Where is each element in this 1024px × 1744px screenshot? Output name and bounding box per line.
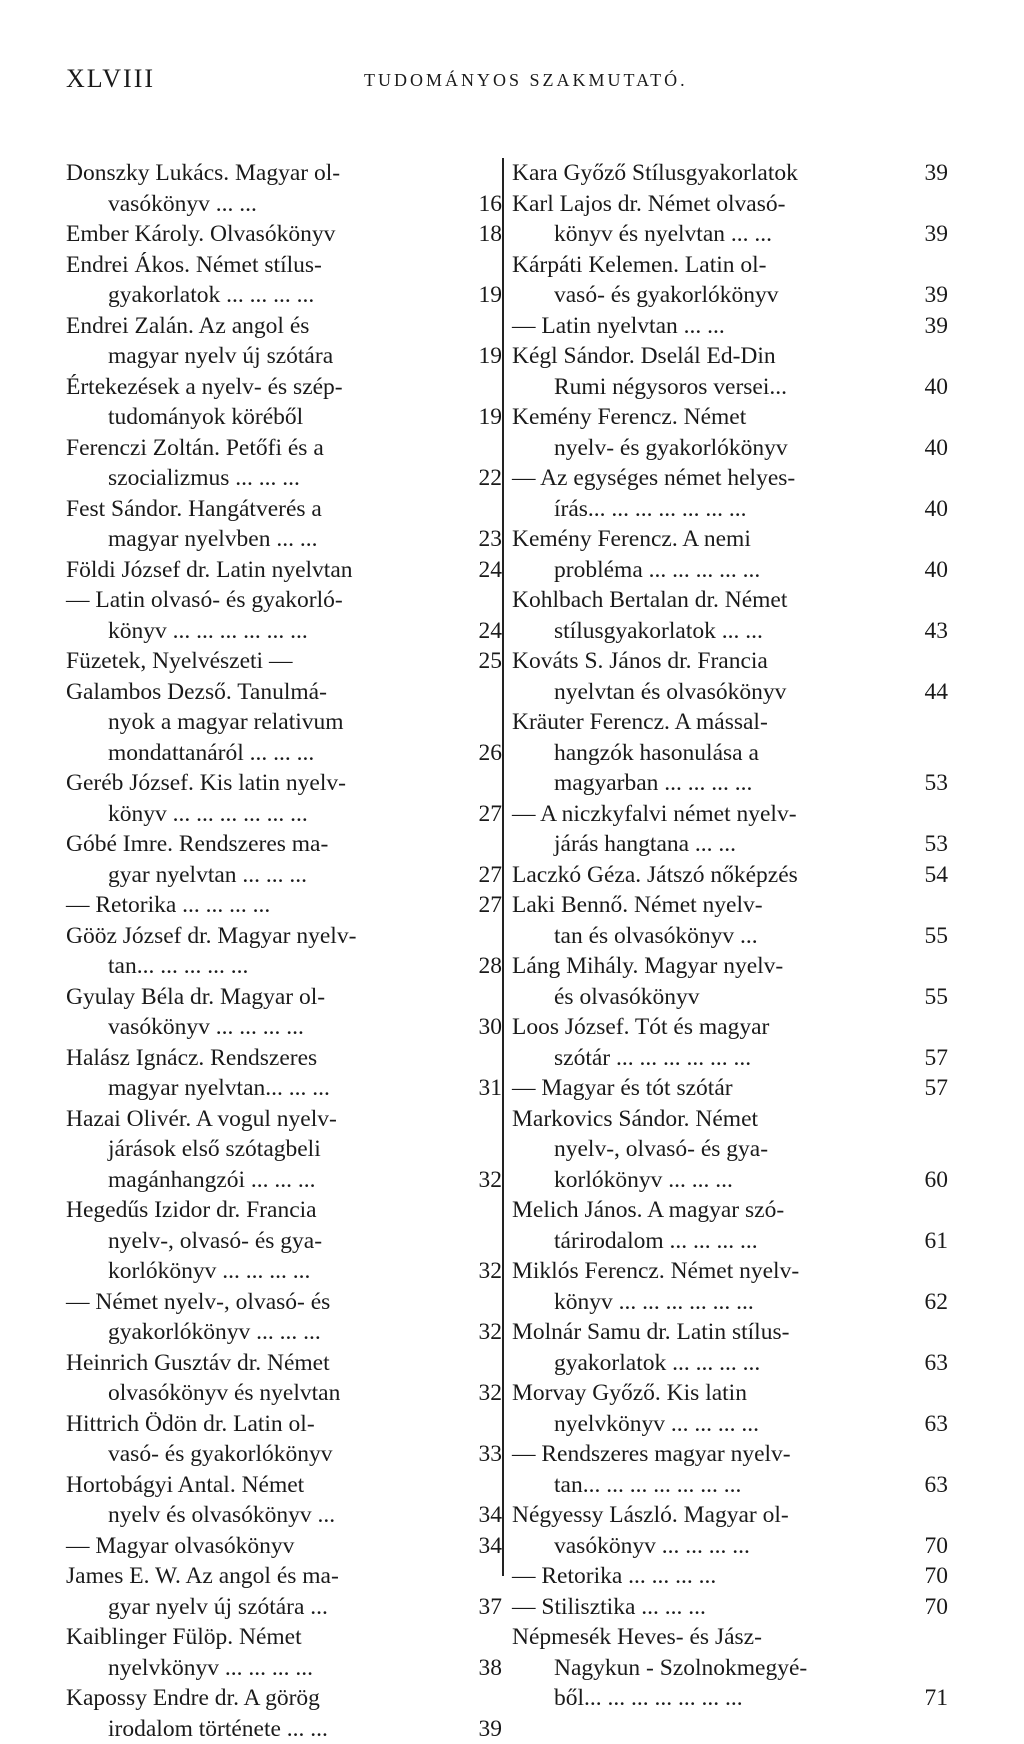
index-column-right	[512, 158, 948, 1714]
index-line	[66, 1653, 498, 1684]
index-line	[512, 585, 948, 616]
index-line	[66, 341, 498, 372]
index-entry-text: könyv ... ... ... ... ... ...	[512, 1287, 754, 1318]
index-page-number: 19	[479, 280, 503, 311]
index-page-number: 61	[925, 1226, 949, 1257]
index-entry-text: vasókönyv ... ... ... ...	[512, 1531, 750, 1562]
index-entry-text: Kárpáti Kelemen. Latin ol-	[512, 250, 766, 281]
index-line	[512, 768, 948, 799]
index-line	[66, 1714, 498, 1744]
index-entry-text: Gyulay Béla dr. Magyar ol-	[66, 982, 325, 1013]
index-line	[66, 646, 498, 677]
index-page-number: 26	[479, 738, 503, 769]
index-entry-text: nyelv és olvasókönyv ...	[66, 1500, 335, 1531]
index-page-number: 24	[479, 616, 503, 647]
index-line	[512, 1439, 948, 1470]
index-line	[66, 921, 498, 952]
index-line	[66, 1134, 498, 1165]
index-page-number: 55	[925, 982, 949, 1013]
index-line	[66, 280, 498, 311]
index-entry-text: nyelv- és gyakorlókönyv	[512, 433, 788, 464]
index-entry-text: Gööz József dr. Magyar nyelv-	[66, 921, 356, 952]
index-entry-text: vasó- és gyakorlókönyv	[66, 1439, 333, 1470]
index-line	[512, 1226, 948, 1257]
index-line	[66, 1439, 498, 1470]
index-entry-text: mondattanáról ... ... ...	[66, 738, 314, 769]
index-page-number: 60	[925, 1165, 949, 1196]
index-line	[512, 555, 948, 586]
index-page-number: 25	[479, 646, 503, 677]
index-entry-text: nyok a magyar relativum	[66, 707, 344, 738]
index-line	[66, 1683, 498, 1714]
index-entry-text: Nagykun - Szolnokmegyé-	[512, 1653, 807, 1684]
index-entry-text: Geréb József. Kis latin nyelv-	[66, 768, 346, 799]
index-entry-text: Rumi négysoros versei...	[512, 372, 787, 403]
index-line	[512, 1165, 948, 1196]
index-line	[512, 921, 948, 952]
index-page-number: 55	[925, 921, 949, 952]
page-header	[66, 64, 966, 104]
index-entry-text: Galambos Dezső. Tanulmá-	[66, 677, 327, 708]
index-line	[66, 1592, 498, 1623]
index-page-number: 19	[479, 341, 503, 372]
column-divider	[502, 158, 504, 1576]
index-line	[66, 677, 498, 708]
index-page-number: 28	[479, 951, 503, 982]
index-entry-text: — Stilisztika ... ... ...	[512, 1592, 706, 1623]
index-line	[66, 311, 498, 342]
index-entry-text: Miklós Ferencz. Német nyelv-	[512, 1256, 799, 1287]
index-entry-text: nyelvkönyv ... ... ... ...	[512, 1409, 759, 1440]
index-page-number: 39	[479, 1714, 503, 1744]
index-page-number: 33	[479, 1439, 503, 1470]
index-column-left	[66, 158, 498, 1744]
index-entry-text: Kapossy Endre dr. A görög	[66, 1683, 320, 1714]
index-page-number: 40	[925, 494, 949, 525]
index-page-number: 53	[925, 829, 949, 860]
index-line	[512, 1134, 948, 1165]
index-page-number: 40	[925, 372, 949, 403]
index-entry-text: Ferenczi Zoltán. Petőfi és a	[66, 433, 324, 464]
index-page-number: 39	[925, 158, 949, 189]
index-page-number: 40	[925, 433, 949, 464]
index-entry-text: Morvay Győző. Kis latin	[512, 1378, 747, 1409]
index-entry-text: — Latin olvasó- és gyakorló-	[66, 585, 343, 616]
index-entry-text: tárirodalom ... ... ... ...	[512, 1226, 758, 1257]
index-line	[66, 616, 498, 647]
index-entry-text: Karl Lajos dr. Német olvasó-	[512, 189, 785, 220]
index-entry-text: korlókönyv ... ... ... ...	[66, 1256, 310, 1287]
index-line	[512, 1073, 948, 1104]
index-entry-text: Kemény Ferencz. Német	[512, 402, 746, 433]
index-entry-text: Fest Sándor. Hangátverés a	[66, 494, 322, 525]
index-page-number: 39	[925, 311, 949, 342]
index-line	[512, 1683, 948, 1714]
index-line	[512, 829, 948, 860]
index-entry-text: Kégl Sándor. Dselál Ed-Din	[512, 341, 776, 372]
index-entry-text: Markovics Sándor. Német	[512, 1104, 758, 1135]
index-entry-text: Endrei Ákos. Német stílus-	[66, 250, 322, 281]
index-page-number: 27	[479, 890, 503, 921]
index-page-number: 44	[925, 677, 949, 708]
index-page-number: 31	[479, 1073, 503, 1104]
index-line	[512, 1256, 948, 1287]
index-entry-text: Hortobágyi Antal. Német	[66, 1470, 304, 1501]
index-entry-text: Endrei Zalán. Az angol és	[66, 311, 309, 342]
index-page-number: 27	[479, 860, 503, 891]
index-line	[66, 1561, 498, 1592]
index-line	[66, 189, 498, 220]
index-line	[512, 677, 948, 708]
index-line	[512, 402, 948, 433]
index-page-number: 34	[479, 1500, 503, 1531]
index-line	[512, 1470, 948, 1501]
index-page-number: 62	[925, 1287, 949, 1318]
index-line	[512, 494, 948, 525]
index-entry-text: Földi József dr. Latin nyelvtan	[66, 555, 353, 586]
index-line	[512, 1592, 948, 1623]
index-page-number: 32	[479, 1256, 503, 1287]
index-line	[512, 707, 948, 738]
index-entry-text: — Az egységes német helyes-	[512, 463, 795, 494]
index-line	[512, 1195, 948, 1226]
index-line	[66, 1104, 498, 1135]
index-entry-text: Kováts S. János dr. Francia	[512, 646, 768, 677]
index-line	[66, 1195, 498, 1226]
index-page-number: 70	[925, 1561, 949, 1592]
index-entry-text: — Német nyelv-, olvasó- és	[66, 1287, 330, 1318]
index-line	[66, 829, 498, 860]
index-entry-text: — Latin nyelvtan ... ...	[512, 311, 725, 342]
index-line	[512, 158, 948, 189]
index-page-number: 27	[479, 799, 503, 830]
index-line	[66, 524, 498, 555]
index-line	[66, 1500, 498, 1531]
index-entry-text: járások első szótagbeli	[66, 1134, 321, 1165]
index-line	[512, 799, 948, 830]
index-line	[512, 1622, 948, 1653]
index-line	[512, 1409, 948, 1440]
index-line	[66, 494, 498, 525]
index-line	[512, 951, 948, 982]
index-line	[66, 372, 498, 403]
index-line	[66, 402, 498, 433]
index-entry-text: korlókönyv ... ... ...	[512, 1165, 733, 1196]
index-entry-text: tan... ... ... ... ...	[66, 951, 248, 982]
index-line	[66, 768, 498, 799]
index-entry-text: Loos József. Tót és magyar	[512, 1012, 769, 1043]
index-entry-text: probléma ... ... ... ... ...	[512, 555, 760, 586]
index-entry-text: szocializmus ... ... ...	[66, 463, 300, 494]
index-entry-text: könyv ... ... ... ... ... ...	[66, 799, 308, 830]
index-entry-text: — Retorika ... ... ... ...	[512, 1561, 716, 1592]
page-number: XLVIII	[66, 64, 155, 94]
index-entry-text: gyakorlatok ... ... ... ...	[512, 1348, 760, 1379]
index-entry-text: ből... ... ... ... ... ... ...	[512, 1683, 743, 1714]
index-line	[66, 1409, 498, 1440]
index-page-number: 63	[925, 1409, 949, 1440]
index-entry-text: gyar nyelvtan ... ... ...	[66, 860, 307, 891]
index-line	[66, 1043, 498, 1074]
index-line	[66, 890, 498, 921]
index-entry-text: és olvasókönyv	[512, 982, 700, 1013]
index-entry-text: Ember Károly. Olvasókönyv	[66, 219, 335, 250]
index-line	[512, 1104, 948, 1135]
index-entry-text: nyelv-, olvasó- és gya-	[66, 1226, 322, 1257]
index-entry-text: gyar nyelv új szótára ...	[66, 1592, 328, 1623]
index-entry-text: Halász Ignácz. Rendszeres	[66, 1043, 317, 1074]
index-line	[512, 463, 948, 494]
index-line	[512, 1317, 948, 1348]
index-line	[66, 555, 498, 586]
index-line	[512, 1287, 948, 1318]
index-page-number: 63	[925, 1470, 949, 1501]
index-line	[66, 433, 498, 464]
index-line	[512, 524, 948, 555]
index-entry-text: magyar nyelv új szótára	[66, 341, 333, 372]
index-entry-text: Kara Győző Stílusgyakorlatok	[512, 158, 798, 189]
index-line	[66, 1348, 498, 1379]
index-entry-text: — Retorika ... ... ... ...	[66, 890, 270, 921]
index-line	[512, 250, 948, 281]
index-entry-text: járás hangtana ... ...	[512, 829, 736, 860]
index-entry-text: stílusgyakorlatok ... ...	[512, 616, 763, 647]
index-line	[512, 1012, 948, 1043]
index-page-number: 37	[479, 1592, 503, 1623]
index-entry-text: Hittrich Ödön dr. Latin ol-	[66, 1409, 315, 1440]
index-line	[512, 890, 948, 921]
index-entry-text: irodalom története ... ...	[66, 1714, 328, 1744]
index-entry-text: nyelvtan és olvasókönyv	[512, 677, 786, 708]
index-entry-text: tan és olvasókönyv ...	[512, 921, 758, 952]
index-page-number: 57	[925, 1043, 949, 1074]
index-entry-text: vasókönyv ... ... ... ...	[66, 1012, 304, 1043]
index-entry-text: Laczkó Géza. Játszó nőképzés	[512, 860, 798, 891]
index-entry-text: Négyessy László. Magyar ol-	[512, 1500, 789, 1531]
index-entry-text: gyakorlókönyv ... ... ...	[66, 1317, 321, 1348]
index-page-number: 57	[925, 1073, 949, 1104]
index-page-number: 16	[479, 189, 503, 220]
index-entry-text: tan... ... ... ... ... ... ...	[512, 1470, 741, 1501]
index-line	[66, 738, 498, 769]
index-page-number: 32	[479, 1165, 503, 1196]
index-entry-text: James E. W. Az angol és ma-	[66, 1561, 339, 1592]
index-page-number: 32	[479, 1378, 503, 1409]
index-entry-text: Molnár Samu dr. Latin stílus-	[512, 1317, 789, 1348]
index-line	[512, 341, 948, 372]
index-line	[512, 1653, 948, 1684]
index-entry-text: vasó- és gyakorlókönyv	[512, 280, 779, 311]
index-page-number: 39	[925, 219, 949, 250]
index-entry-text: hangzók hasonulása a	[512, 738, 759, 769]
index-line	[66, 158, 498, 189]
index-entry-text: Láng Mihály. Magyar nyelv-	[512, 951, 783, 982]
index-entry-text: Donszky Lukács. Magyar ol-	[66, 158, 340, 189]
index-entry-text: magyarban ... ... ... ...	[512, 768, 752, 799]
index-line	[512, 280, 948, 311]
index-line	[66, 219, 498, 250]
index-entry-text: vasókönyv ... ...	[66, 189, 257, 220]
index-line	[512, 738, 948, 769]
index-entry-text: — A niczkyfalvi német nyelv-	[512, 799, 797, 830]
index-entry-text: Melich János. A magyar szó-	[512, 1195, 784, 1226]
index-entry-text: nyelv-, olvasó- és gya-	[512, 1134, 768, 1165]
index-line	[512, 1561, 948, 1592]
index-line	[66, 1165, 498, 1196]
index-entry-text: Értekezések a nyelv- és szép-	[66, 372, 343, 403]
index-entry-text: Kohlbach Bertalan dr. Német	[512, 585, 787, 616]
index-entry-text: Heinrich Gusztáv dr. Német	[66, 1348, 330, 1379]
index-entry-text: könyv és nyelvtan ... ...	[512, 219, 772, 250]
index-line	[66, 1317, 498, 1348]
index-line	[66, 1073, 498, 1104]
index-line	[512, 1531, 948, 1562]
index-line	[66, 1287, 498, 1318]
index-line	[66, 1226, 498, 1257]
index-entry-text: magánhangzói ... ... ...	[66, 1165, 316, 1196]
index-line	[66, 1012, 498, 1043]
index-page-number: 63	[925, 1348, 949, 1379]
index-entry-text: Kaiblinger Fülöp. Német	[66, 1622, 302, 1653]
index-entry-text: Füzetek, Nyelvészeti —	[66, 646, 292, 677]
index-entry-text: nyelvkönyv ... ... ... ...	[66, 1653, 313, 1684]
index-page-number: 18	[479, 219, 503, 250]
index-line	[512, 982, 948, 1013]
index-line	[66, 585, 498, 616]
index-line	[66, 951, 498, 982]
index-line	[512, 616, 948, 647]
running-title: TUDOMÁNYOS SZAKMUTATÓ.	[364, 70, 688, 91]
index-line	[66, 1531, 498, 1562]
index-entry-text: olvasókönyv és nyelvtan	[66, 1378, 340, 1409]
index-entry-text: Népmesék Heves- és Jász-	[512, 1622, 762, 1653]
index-entry-text: könyv ... ... ... ... ... ...	[66, 616, 308, 647]
index-line	[66, 860, 498, 891]
index-entry-text: — Magyar olvasókönyv	[66, 1531, 294, 1562]
index-line	[66, 1470, 498, 1501]
index-page-number: 39	[925, 280, 949, 311]
index-line	[66, 982, 498, 1013]
index-page-number: 38	[479, 1653, 503, 1684]
index-entry-text: tudományok köréből	[66, 402, 303, 433]
index-line	[66, 1256, 498, 1287]
index-line	[512, 372, 948, 403]
index-entry-text: Kräuter Ferencz. A mással-	[512, 707, 768, 738]
index-entry-text: Góbé Imre. Rendszeres ma-	[66, 829, 328, 860]
index-page-number: 30	[479, 1012, 503, 1043]
index-page-number: 23	[479, 524, 503, 555]
index-line	[66, 463, 498, 494]
index-line	[512, 646, 948, 677]
index-entry-text: írás... ... ... ... ... ... ...	[512, 494, 747, 525]
index-line	[66, 250, 498, 281]
index-line	[512, 860, 948, 891]
index-page-number: 19	[479, 402, 503, 433]
index-entry-text: magyar nyelvtan... ... ...	[66, 1073, 330, 1104]
index-page-number: 43	[925, 616, 949, 647]
index-page-number: 24	[479, 555, 503, 586]
index-page-number: 53	[925, 768, 949, 799]
index-entry-text: szótár ... ... ... ... ... ...	[512, 1043, 751, 1074]
index-line	[512, 1348, 948, 1379]
index-entry-text: Hegedűs Izidor dr. Francia	[66, 1195, 317, 1226]
index-line	[512, 1378, 948, 1409]
index-line	[512, 1043, 948, 1074]
index-page-number: 22	[479, 463, 503, 494]
index-page-number: 40	[925, 555, 949, 586]
index-entry-text: — Rendszeres magyar nyelv-	[512, 1439, 791, 1470]
index-page-number: 32	[479, 1317, 503, 1348]
index-page-number: 34	[479, 1531, 503, 1562]
index-entry-text: Laki Bennő. Német nyelv-	[512, 890, 763, 921]
index-entry-text: magyar nyelvben ... ...	[66, 524, 317, 555]
index-line	[512, 311, 948, 342]
index-entry-text: — Magyar és tót szótár	[512, 1073, 733, 1104]
index-line	[66, 707, 498, 738]
index-line	[66, 1622, 498, 1653]
index-page-number: 70	[925, 1592, 949, 1623]
index-page-number: 71	[925, 1683, 949, 1714]
index-line	[512, 189, 948, 220]
index-entry-text: Kemény Ferencz. A nemi	[512, 524, 751, 555]
index-entry-text: Hazai Olivér. A vogul nyelv-	[66, 1104, 337, 1135]
index-line	[512, 433, 948, 464]
index-page-number: 54	[925, 860, 949, 891]
index-page-number: 70	[925, 1531, 949, 1562]
index-line	[66, 1378, 498, 1409]
index-entry-text: gyakorlatok ... ... ... ...	[66, 280, 314, 311]
index-line	[512, 1500, 948, 1531]
index-line	[66, 799, 498, 830]
index-line	[512, 219, 948, 250]
